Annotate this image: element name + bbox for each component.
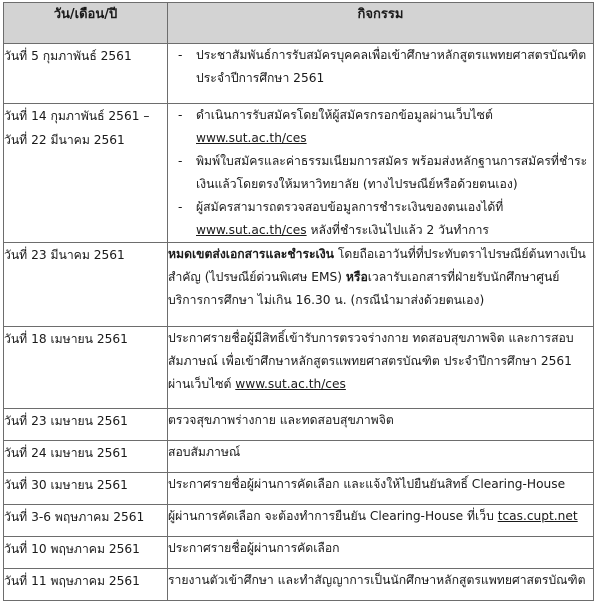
dash-bullet: - xyxy=(178,48,183,62)
activity-cell: ประกาศรายชื่อผู้ผ่านการคัดเลือก xyxy=(168,537,594,569)
activity-cell xyxy=(168,505,594,537)
table-row xyxy=(4,409,594,441)
list-item xyxy=(168,196,593,242)
activity-text: ผู้สมัครสามารถตรวจสอบข้อมูลการชำระเงินของตนเองได้ที่ xyxy=(196,200,504,214)
activity-cell xyxy=(168,327,594,409)
activity-cell: สอบสัมภาษณ์ xyxy=(168,441,594,473)
activity-text: ผู้ผ่านการคัดเลือก จะต้องทำการยืนยัน Clearing-House ที่เว็บ xyxy=(168,509,498,523)
table-row xyxy=(4,104,594,243)
table-row xyxy=(4,243,594,327)
activity-cell: ประกาศรายชื่อผู้ผ่านการคัดเลือก และแจ้งให้ไปยืนยันสิทธิ์ Clearing-House xyxy=(168,473,594,505)
date-cell: วันที่ 30 เมษายน 2561 xyxy=(4,473,168,505)
admission-schedule-table xyxy=(3,2,594,601)
activity-text: เวลารับเอกสารที่ฝ่ายรับนักศึกษาศูนย์บริการการศึกษา ไม่เกิน 16.30 น. (กรณีนำมาส่งด้วยตนเอง) xyxy=(168,270,560,307)
table-row xyxy=(4,505,594,537)
date-cell: วันที่ 3-6 พฤษภาคม 2561 xyxy=(4,505,168,537)
date-cell: วันที่ 10 พฤษภาคม 2561 xyxy=(4,537,168,569)
date-cell: วันที่ 5 กุมภาพันธ์ 2561 xyxy=(4,44,168,104)
activity-text: โดยถือเอาวันที่ที่ประทับตราไปรษณีย์ต้นทางเป็นสำคัญ (ไปรษณีย์ด่วนพิเศษ EMS) xyxy=(168,247,586,284)
date-cell: วันที่ 24 เมษายน 2561 xyxy=(4,441,168,473)
ces-website-link[interactable]: www.sut.ac.th/ces xyxy=(196,223,307,237)
header-row xyxy=(4,3,594,44)
date-column-header: วัน/เดือน/ปี xyxy=(4,3,168,44)
ces-website-link[interactable]: www.sut.ac.th/ces xyxy=(196,131,307,145)
date-line: วันที่ 14 กุมภาพันธ์ 2561 – xyxy=(4,109,150,123)
date-cell: วันที่ 11 พฤษภาคม 2561 xyxy=(4,569,168,601)
activity-text: ดำเนินการรับสมัครโดยให้ผู้สมัครกรอกข้อมูลผ่านเว็บไซต์ xyxy=(196,108,493,122)
dash-bullet: - xyxy=(178,154,183,168)
activity-cell: รายงานตัวเข้าศึกษา และทำสัญญาการเป็นนักศึกษาหลักสูตรแพทยศาสตรบัณฑิต xyxy=(168,569,594,601)
list-item xyxy=(168,44,593,90)
date-cell: วันที่ 18 เมษายน 2561 xyxy=(4,327,168,409)
activity-text: ประกาศรายชื่อผู้มีสิทธิ์เข้ารับการตรวจร่างกาย ทดสอบสุขภาพจิต และการสอบสัมภาษณ์ เพื่อเข้าศึกษาหลักสูตรแพทยศาสตรบัณฑิต ประจำปีการศึกษา 2561 ผ่านเว็บไซต์ xyxy=(168,331,574,391)
table-row xyxy=(4,44,594,104)
list-item xyxy=(168,150,593,196)
table-row xyxy=(4,327,594,409)
date-line: วันที่ 22 มีนาคม 2561 xyxy=(4,133,125,147)
dash-bullet: - xyxy=(178,200,183,214)
activity-text: พิมพ์ใบสมัครและค่าธรรมเนียมการสมัคร พร้อมส่งหลักฐานการสมัครที่ชำระเงินแล้วโดยตรงให้มหาวิทยาลัย (ทางไปรษณีย์หรือด้วยตนเอง) xyxy=(196,154,588,191)
ces-website-link[interactable]: www.sut.ac.th/ces xyxy=(235,377,346,391)
activity-cell xyxy=(168,104,594,243)
table-row xyxy=(4,537,594,569)
dash-bullet: - xyxy=(178,108,183,122)
activity-cell xyxy=(168,243,594,327)
tcas-website-link[interactable]: tcas.cupt.net xyxy=(497,509,578,523)
activity-cell xyxy=(168,44,594,104)
deadline-bold-text: หมดเขตส่งเอกสารและชำระเงิน xyxy=(168,247,335,261)
activity-cell: ตรวจสุขภาพร่างกาย และทดสอบสุขภาพจิต xyxy=(168,409,594,441)
table-row xyxy=(4,473,594,505)
date-cell: วันที่ 23 เมษายน 2561 xyxy=(4,409,168,441)
table-row xyxy=(4,441,594,473)
date-cell xyxy=(4,104,168,243)
activity-text: หลังที่ชำระเงินไปแล้ว 2 วันทำการ xyxy=(306,223,489,237)
list-item xyxy=(168,104,593,150)
table-row xyxy=(4,569,594,601)
date-cell: วันที่ 23 มีนาคม 2561 xyxy=(4,243,168,327)
activity-text: ประชาสัมพันธ์การรับสมัครบุคคลเพื่อเข้าศึกษาหลักสูตรแพทยศาสตรบัณฑิต ประจำปีการศึกษา 2561 xyxy=(196,48,587,85)
or-bold-text: หรือ xyxy=(345,270,368,284)
activity-column-header: กิจกรรม xyxy=(168,3,594,44)
